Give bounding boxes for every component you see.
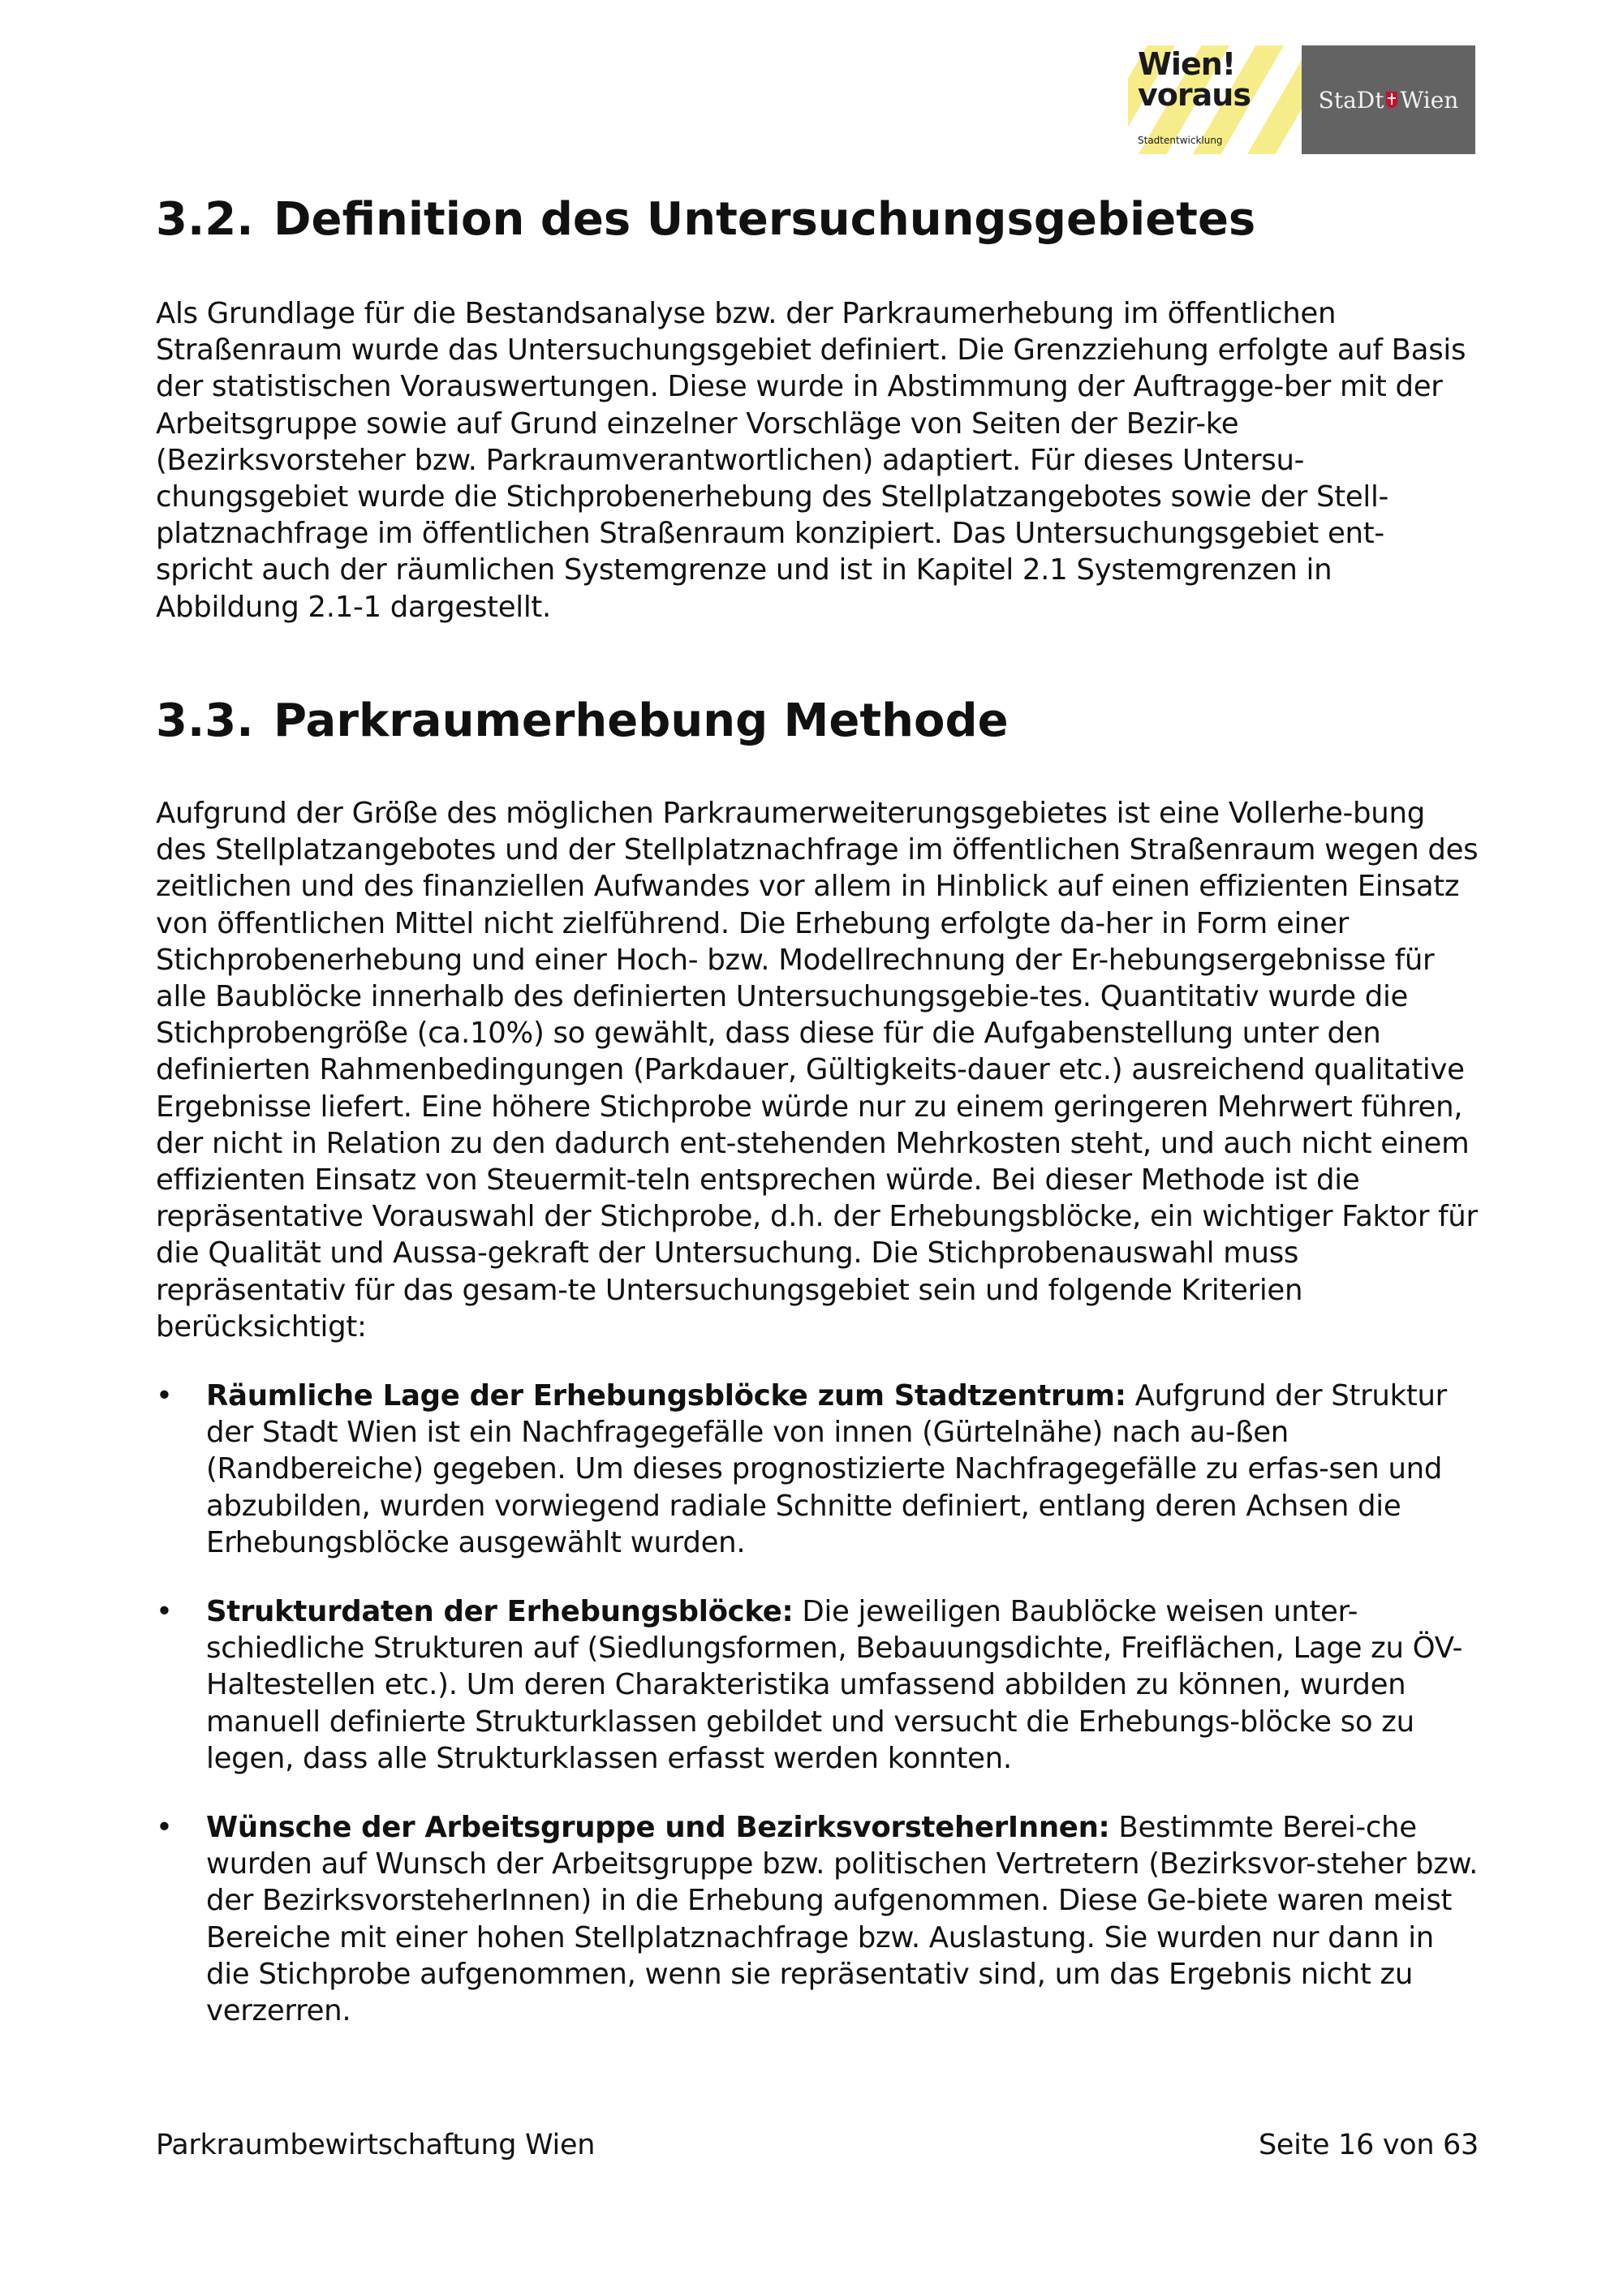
bullet-icon: •: [156, 1595, 173, 1629]
section-heading: [156, 693, 1479, 750]
wien-voraus-logo: [1128, 45, 1302, 154]
section-3-2: [156, 191, 1479, 248]
criteria-list: [156, 1378, 1479, 2029]
criterion-title: Räumliche Lage der Erhebungsblöcke zum Stadtzentrum:: [206, 1379, 1126, 1412]
list-item: [156, 1378, 1479, 1561]
logo-title: [1138, 46, 1251, 113]
criteria-list-container: [156, 1378, 1479, 2062]
logo-subtitle: Stadtentwicklung: [1138, 135, 1223, 146]
section-3-3-body: [156, 795, 1479, 1345]
criterion-text: Bestimmte Berei-che wurden auf Wunsch der Arbeitsgruppe bzw. politischen Vertretern (Bezirksvor-steher bzw. der BezirksvorsteherInnen) in die Erhebung aufgenommen. Diese Ge-biete waren meist Bereiche mit einer hohen Stellplatznachfrage bzw. Auslastung. Sie wurden nur dann in die Stichprobe aufgenommen, wenn sie repräsentativ sind, um das Ergebnis nicht zu verzerren.: [206, 1811, 1479, 2028]
bullet-icon: •: [156, 1811, 173, 1845]
bullet-icon: •: [156, 1379, 173, 1412]
criterion-text: Aufgrund der Struktur der Stadt Wien ist ein Nachfragegefälle von innen (Gürtelnähe) nach au-ßen (Randbereiche) gegeben. Um dieses prognostizierte Nachfragegefälle zu erfas-sen und abzubilden, wurden vorwiegend radiale Schnitte definiert, entlang deren Achsen die Erhebungsblöcke ausgewählt wurden.: [206, 1379, 1447, 1559]
list-item: [156, 1809, 1479, 2029]
body-paragraph: Als Grundlage für die Bestandsanalyse bzw. der Parkraumerhebung im öffentlichen Straßenraum wurde das Untersuchungsgebiet definiert. Die Grenzziehung erfolgte auf Basis der statistischen Vorauswertungen. Diese wurde in Abstimmung der Auftragge-ber mit der Arbeitsgruppe sowie auf Grund einzelner Vorschläge von Seiten der Bezir-ke (Bezirksvorsteher bzw. Parkraumverantwortlichen) adaptiert. Für dieses Untersu-chungsgebiet wurde die Stichprobenerhebung des Stellplatzangebotes sowie der Stell-platznachfrage im öffentlichen Straßenraum konzipiert. Das Untersuchungsgebiet ent-spricht auch der räumlichen Systemgrenze und ist in Kapitel 2.1 Systemgrenzen in Abbildung 2.1-1 dargestellt.: [156, 297, 1466, 624]
criterion-text: Die jeweiligen Baublöcke weisen unter-schiedliche Strukturen auf (Siedlungsformen, Bebauungsdichte, Freiflächen, Lage zu ÖV-Haltestellen etc.). Um deren Charakteristika umfassend abbilden zu können, wurden manuell definierte Strukturklassen gebildet und versucht die Erhebungs-blöcke so zu legen, dass alle Strukturklassen erfasst werden konnten.: [206, 1595, 1463, 1775]
criterion-title: Wünsche der Arbeitsgruppe und BezirksvorsteherInnen:: [206, 1811, 1110, 1845]
header-logos: [1128, 45, 1479, 154]
stadt-wien-logo: [1302, 45, 1475, 154]
logo-wien-text: Wien: [1400, 86, 1459, 114]
section-number: 3.3.: [156, 694, 254, 747]
logo-line1: Wien!: [1138, 46, 1236, 82]
list-item: [156, 1593, 1479, 1777]
section-3-3: [156, 693, 1479, 750]
footer-document-title: Parkraumbewirtschaftung Wien: [156, 2129, 596, 2161]
vienna-shield-icon: [1386, 92, 1397, 108]
page-footer: [156, 2127, 1479, 2163]
logo-stadt-text: StaDt: [1318, 86, 1384, 114]
section-number: 3.2.: [156, 193, 254, 246]
section-title: Parkraumerhebung Methode: [273, 694, 1009, 747]
footer-page-number: Seite 16 von 63: [1259, 2129, 1479, 2161]
body-paragraph: Aufgrund der Größe des möglichen Parkraumerweiterungsgebietes ist eine Vollerhe-bung des Stellplatzangebotes und der Stellplatznachfrage im öffentlichen Straßenraum wegen des zeitlichen und des finanziellen Aufwandes vor allem in Hinblick auf einen effizienten Einsatz von öffentlichen Mittel nicht zielführend. Die Erhebung erfolgte da-her in Form einer Stichprobenerhebung und einer Hoch- bzw. Modellrechnung der Er-hebungsergebnisse für alle Baublöcke innerhalb des definierten Untersuchungsgebie-tes. Quantitativ wurde die Stichprobengröße (ca.10%) so gewählt, dass diese für die Aufgabenstellung unter den definierten Rahmenbedingungen (Parkdauer, Gültigkeits-dauer etc.) ausreichend qualitative Ergebnisse liefert. Eine höhere Stichprobe würde nur zu einem geringeren Mehrwert führen, der nicht in Relation zu den dadurch ent-stehenden Mehrkosten steht, und auch nicht einem effizienten Einsatz von Steuermit-teln entsprechen würde. Bei dieser Methode ist die repräsentative Vorauswahl der Stichprobe, d.h. der Erhebungsblöcke, ein wichtiger Faktor für die Qualität und Aussa-gekraft der Untersuchung. Die Stichprobenauswahl muss repräsentativ für das gesam-te Untersuchungsgebiet sein und folgende Kriterien berücksichtigt:: [156, 797, 1479, 1344]
section-title: Definition des Untersuchungsgebietes: [273, 193, 1256, 246]
criterion-title: Strukturdaten der Erhebungsblöcke:: [206, 1595, 794, 1629]
section-3-2-body: [156, 295, 1479, 626]
logo-line2: voraus: [1138, 77, 1251, 113]
section-heading: [156, 191, 1479, 248]
